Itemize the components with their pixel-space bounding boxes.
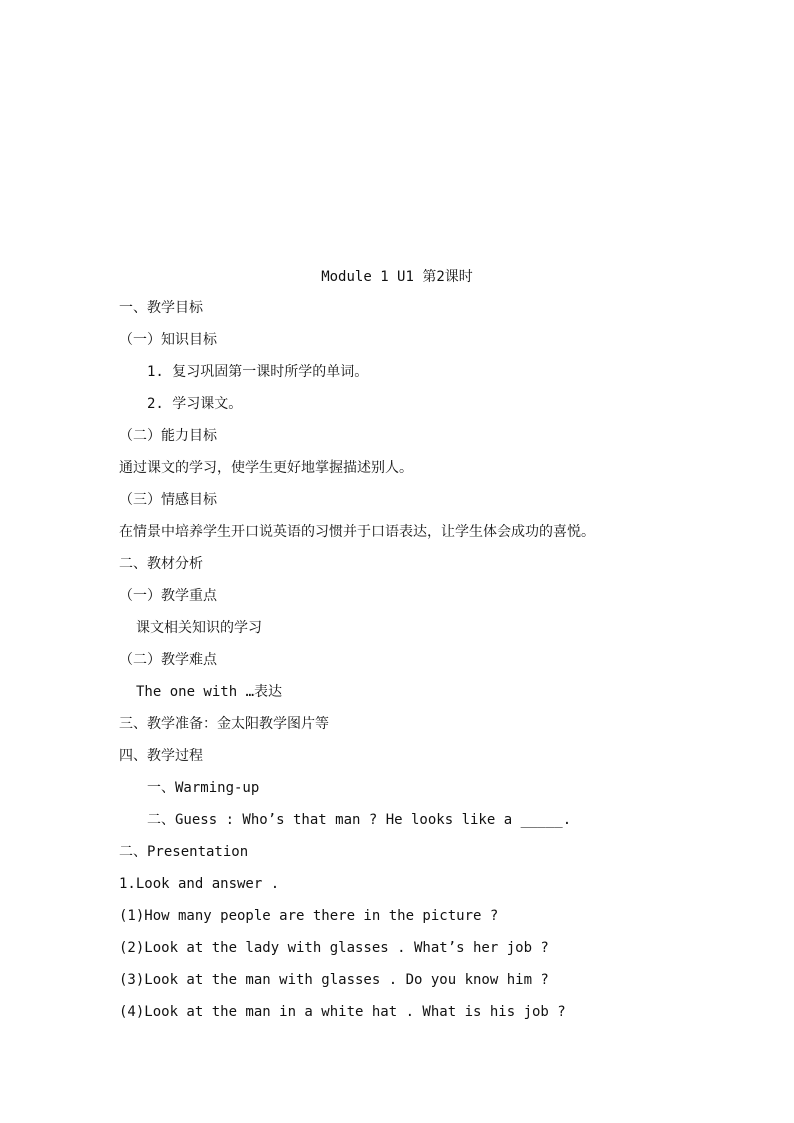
section-heading: 三、教学准备：金太阳教学图片等 [119,716,329,732]
page-title: Module 1 U1 第2课时 [321,269,473,285]
subsection-heading: （一）教学重点 [119,588,217,604]
section-heading: 二、教材分析 [119,556,203,572]
paragraph: 通过课文的学习，使学生更好地掌握描述别人。 [119,460,413,476]
question-item: (4)Look at the man in a white hat . What is his job ? [119,1004,566,1020]
section-heading: 四、教学过程 [119,748,203,764]
subsection-heading: （三）情感目标 [119,492,217,508]
list-item: 1. 复习巩固第一课时所学的单词。 [147,364,369,380]
list-item: 一、Warming-up [147,780,260,796]
paragraph: 课文相关知识的学习 [136,620,262,636]
list-item: 二、Guess : Who’s that man ? He looks like a _____. [147,812,572,828]
section-heading: 一、教学目标 [119,300,203,316]
list-item: 2. 学习课文。 [147,396,243,412]
paragraph: 1.Look and answer . [119,876,280,892]
section-heading: 二、Presentation [119,844,249,860]
question-item: (1)How many people are there in the picture ? [119,908,499,924]
paragraph: The one with …表达 [136,684,283,700]
subsection-heading: （二）能力目标 [119,428,217,444]
paragraph: 在情景中培养学生开口说英语的习惯并于口语表达，让学生体会成功的喜悦。 [119,524,595,540]
subsection-heading: （一）知识目标 [119,332,217,348]
question-item: (2)Look at the lady with glasses . What’s her job ? [119,940,549,956]
subsection-heading: （二）教学难点 [119,652,217,668]
question-item: (3)Look at the man with glasses . Do you know him ? [119,972,549,988]
